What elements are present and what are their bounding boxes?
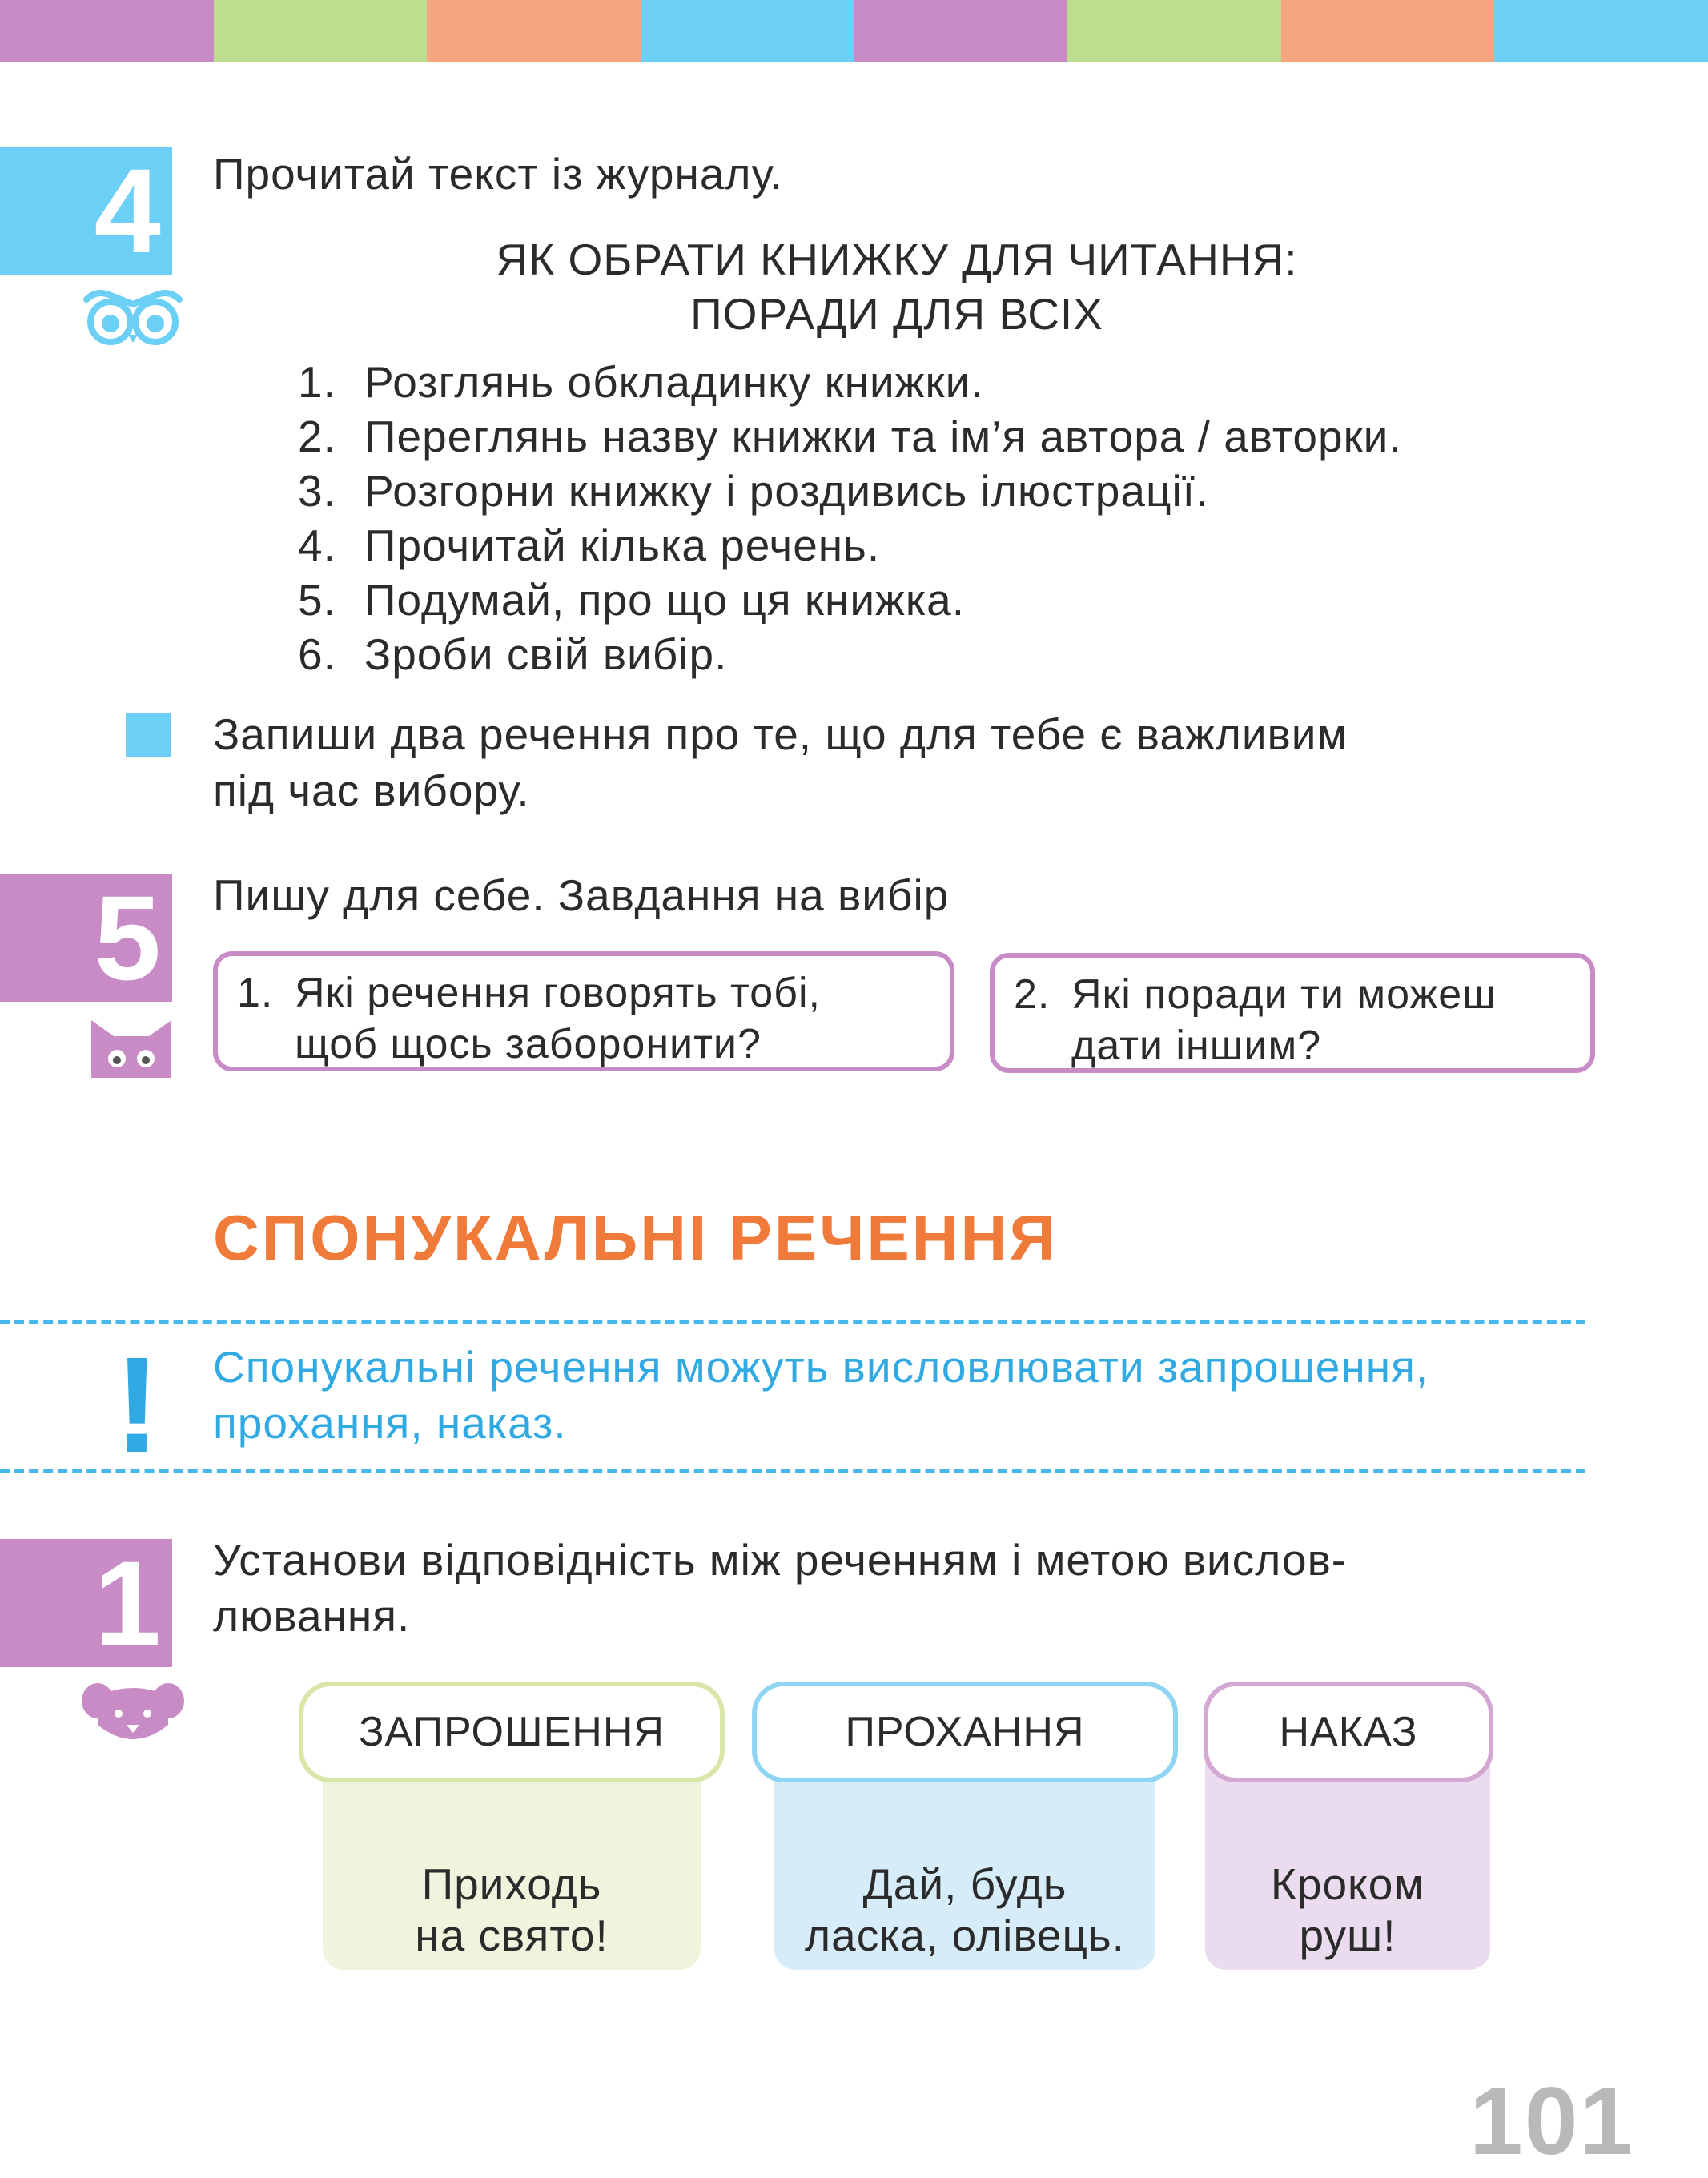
rule-bottom-divider bbox=[0, 1469, 1585, 1473]
choice-line-2: щоб щось заборонити? bbox=[295, 1021, 762, 1067]
top-bar-segment bbox=[0, 0, 214, 62]
top-bar-segment bbox=[641, 0, 854, 62]
sentence-card-invitation[interactable] bbox=[323, 1762, 701, 1970]
choice-box-2[interactable] bbox=[990, 953, 1595, 1073]
sentence-line-2: ласка, олівець. bbox=[805, 1911, 1125, 1960]
sentence-line-1: Приходь bbox=[421, 1859, 602, 1909]
cat-icon bbox=[86, 1014, 176, 1078]
choice-number: 2. bbox=[1014, 971, 1051, 1018]
task-4-instruction: Прочитай текст із журналу. bbox=[213, 149, 783, 199]
list-item bbox=[298, 518, 1402, 573]
task-5-number: 5 bbox=[0, 874, 172, 1002]
list-item-number: 6. bbox=[298, 629, 336, 679]
task-1-number: 1 bbox=[0, 1539, 172, 1667]
top-bar-segment bbox=[1281, 0, 1495, 62]
list-item bbox=[298, 573, 1402, 627]
sentence-card-request[interactable] bbox=[774, 1762, 1155, 1970]
list-item-text: Розглянь обкладинку книжки. bbox=[364, 357, 984, 407]
top-color-bar bbox=[0, 0, 1708, 62]
list-item bbox=[298, 355, 1402, 409]
sentence-line-1: Кроком bbox=[1270, 1859, 1425, 1909]
top-bar-segment bbox=[854, 0, 1068, 62]
list-item-number: 3. bbox=[298, 466, 336, 516]
list-item-text: Зроби свій вибір. bbox=[364, 629, 728, 679]
choice-number: 1. bbox=[237, 970, 274, 1016]
list-item-number: 5. bbox=[298, 575, 336, 625]
page-number: 101 bbox=[1469, 2067, 1635, 2175]
top-bar-segment bbox=[1067, 0, 1281, 62]
section-title: СПОНУКАЛЬНІ РЕЧЕННЯ bbox=[213, 1202, 1058, 1273]
choice-line-1: Які поради ти можеш bbox=[1071, 971, 1497, 1018]
exclamation-icon: ! bbox=[115, 1329, 160, 1481]
top-bar-segment bbox=[1494, 0, 1708, 62]
choice-line-2: дати іншим? bbox=[1071, 1023, 1322, 1069]
list-item-text: Розгорни книжку і роздивись ілюстрації. bbox=[364, 466, 1209, 516]
task-5-title: Пишу для себе. Завдання на вибір bbox=[213, 870, 950, 920]
rule-line-1: Спонукальні речення можуть висловлювати запрошення, bbox=[213, 1342, 1429, 1392]
article-heading-line-1: ЯК ОБРАТИ КНИЖКУ ДЛЯ ЧИТАННЯ: bbox=[496, 235, 1298, 284]
sentence-card-command[interactable] bbox=[1205, 1762, 1490, 1970]
task-1-instruction-line-2: лювання. bbox=[213, 1591, 411, 1641]
task-4-number: 4 bbox=[0, 147, 172, 275]
category-label-request: ПРОХАННЯ bbox=[752, 1682, 1178, 1782]
article-heading-line-2: ПОРАДИ ДЛЯ ВСІХ bbox=[690, 289, 1103, 339]
list-item-text: Подумай, про що ця книжка. bbox=[364, 575, 965, 625]
list-item bbox=[298, 409, 1402, 464]
sentence-line-2: на свято! bbox=[415, 1911, 609, 1960]
list-item-text: Прочитай кілька речень. bbox=[364, 520, 881, 570]
dog-icon bbox=[80, 1680, 186, 1749]
top-bar-segment bbox=[427, 0, 641, 62]
rule-text bbox=[213, 1339, 1574, 1451]
list-item-number: 4. bbox=[298, 520, 336, 570]
owl-eyes-icon bbox=[80, 288, 186, 346]
list-item-text: Переглянь назву книжки та ім’я автора / авторки. bbox=[364, 412, 1402, 461]
list-item bbox=[298, 464, 1402, 518]
subtask-marker bbox=[126, 713, 171, 757]
tips-list bbox=[298, 355, 1402, 681]
task-1-instruction-line-1: Установи відповідність між реченням і метою вислов- bbox=[213, 1535, 1348, 1585]
list-item-number: 2. bbox=[298, 412, 336, 461]
list-item-number: 1. bbox=[298, 357, 336, 407]
category-label-invitation: ЗАПРОШЕННЯ bbox=[299, 1682, 725, 1782]
rule-line-2: прохання, наказ. bbox=[213, 1398, 567, 1448]
list-item bbox=[298, 627, 1402, 681]
sentence-line-2: руш! bbox=[1299, 1911, 1397, 1960]
choice-box-1[interactable] bbox=[213, 951, 954, 1071]
subtask-line-1: Запиши два речення про те, що для тебе є важливим bbox=[213, 709, 1348, 759]
sentence-line-1: Дай, будь bbox=[862, 1859, 1067, 1909]
rule-top-divider bbox=[0, 1320, 1585, 1324]
subtask-line-2: під час вибору. bbox=[213, 766, 530, 815]
category-label-command: НАКАЗ bbox=[1204, 1682, 1493, 1782]
choice-line-1: Які речення говорять тобі, bbox=[295, 970, 821, 1016]
top-bar-segment bbox=[214, 0, 428, 62]
